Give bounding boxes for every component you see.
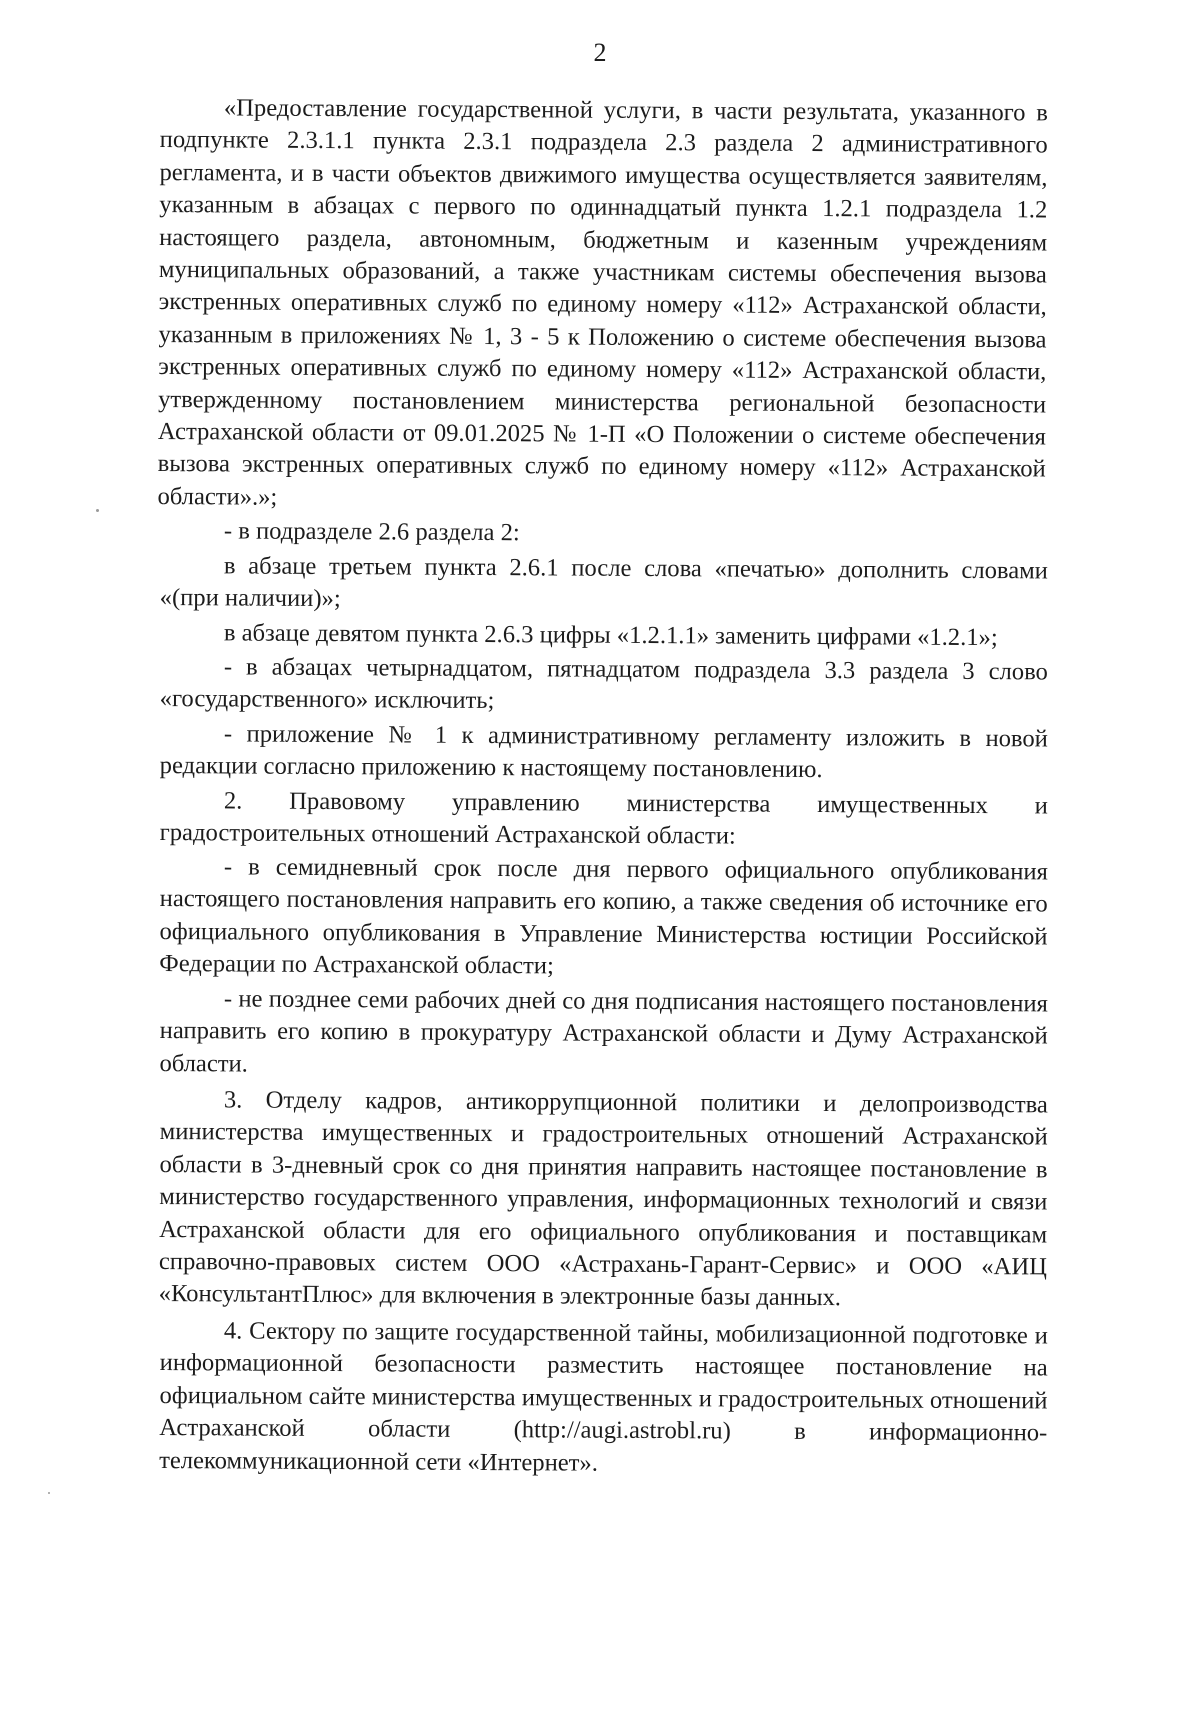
paragraph-subsection-3-3: - в абзацах четырнадцатом, пятнадцатом подраздела 3.3 раздела 3 слово «государственного» исключить; — [159, 653, 1048, 715]
scan-speck — [48, 1492, 50, 1494]
page-number: 2 — [593, 38, 607, 67]
paragraph-appendix-1: - приложение № 1 к административному регламенту изложить в новой редакции согласно приложению к настоящему постановлению. — [159, 720, 1048, 784]
paragraph-item-2-6-1: в абзаце третьем пункта 2.6.1 после слова «печатью» дополнить словами «(при наличии)»; — [159, 552, 1048, 613]
scan-speck — [96, 509, 99, 512]
paragraph-clause-4: 4. Сектору по защите государственной тайны, мобилизационной подготовке и информационной безопасности разместить настоящее постановление на официальном сайте министерства имущественных и градостроительных отношений Астраханской области (http://augi.astrobl.ru) в информационно-телекоммуникационной сети «Интернет». — [159, 1317, 1048, 1477]
paragraph-clause-2: 2. Правовому управлению министерства имущественных и градостроительных отношений Астраханской области: — [159, 786, 1048, 850]
paragraph-clause-2-item-2: - не позднее семи рабочих дней со дня подписания настоящего постановления направить его копию в прокуратуру Астраханской области и Думу Астраханской области. — [159, 985, 1048, 1078]
paragraph-clause-2-item-1: - в семидневный срок после дня первого официального опубликования настоящего постановления направить его копию, а также сведения об источнике его официального опубликования в Управление Министерства юстиции Российской Федерации по Астраханской области; — [159, 853, 1048, 980]
paragraph-subsection-2-6: - в подразделе 2.6 раздела 2: — [223, 517, 520, 547]
paragraph-item-2-6-3: в абзаце девятом пункта 2.6.3 цифры «1.2.1.1» заменить цифрами «1.2.1»; — [223, 618, 998, 651]
paragraph-amended-text: «Предоставление государственной услуги, в части результата, указанного в подпункте 2.3.1.1 пункта 2.3.1 подраздела 2.3 раздела 2 административного регламента, и в части объектов движимого имущества осуществляется заявителям, указанным в абзацах с первого по одиннадцатый пункта 1.2.1 подраздела 1.2 настоящего раздела, автономным, бюджетным и казенным учреждениям муниципальных образований, а также участникам системы обеспечения вызова экстренных оперативных служб по единому номеру «112» Астраханской области, указанным в приложениях № 1, 3 - 5 к Положению о системе обеспечения вызова экстренных оперативных служб по единому номеру «112» Астраханской области, утвержденному постановлением министерства региональной безопасности Астраханской области от 09.01.2025 № 1-П «О Положении о системе обеспечения вызова экстренных оперативных служб по единому номеру «112» Астраханской области».»; — [157, 94, 1048, 511]
document-body — [157, 92, 1048, 1477]
paragraph-clause-3: 3. Отделу кадров, антикоррупционной политики и делопроизводства министерства имущественных и градостроительных отношений Астраханской области в 3-дневный срок со дня принятия направить настоящее постановление в министерство государственного управления, информационных технологий и связи Астраханской области для его официального опубликования и поставщикам справочно-правовых систем ООО «Астрахань-Гарант-Сервис» и ООО «АИЦ «КонсультантПлюс» для включения в электронные базы данных. — [158, 1086, 1048, 1312]
